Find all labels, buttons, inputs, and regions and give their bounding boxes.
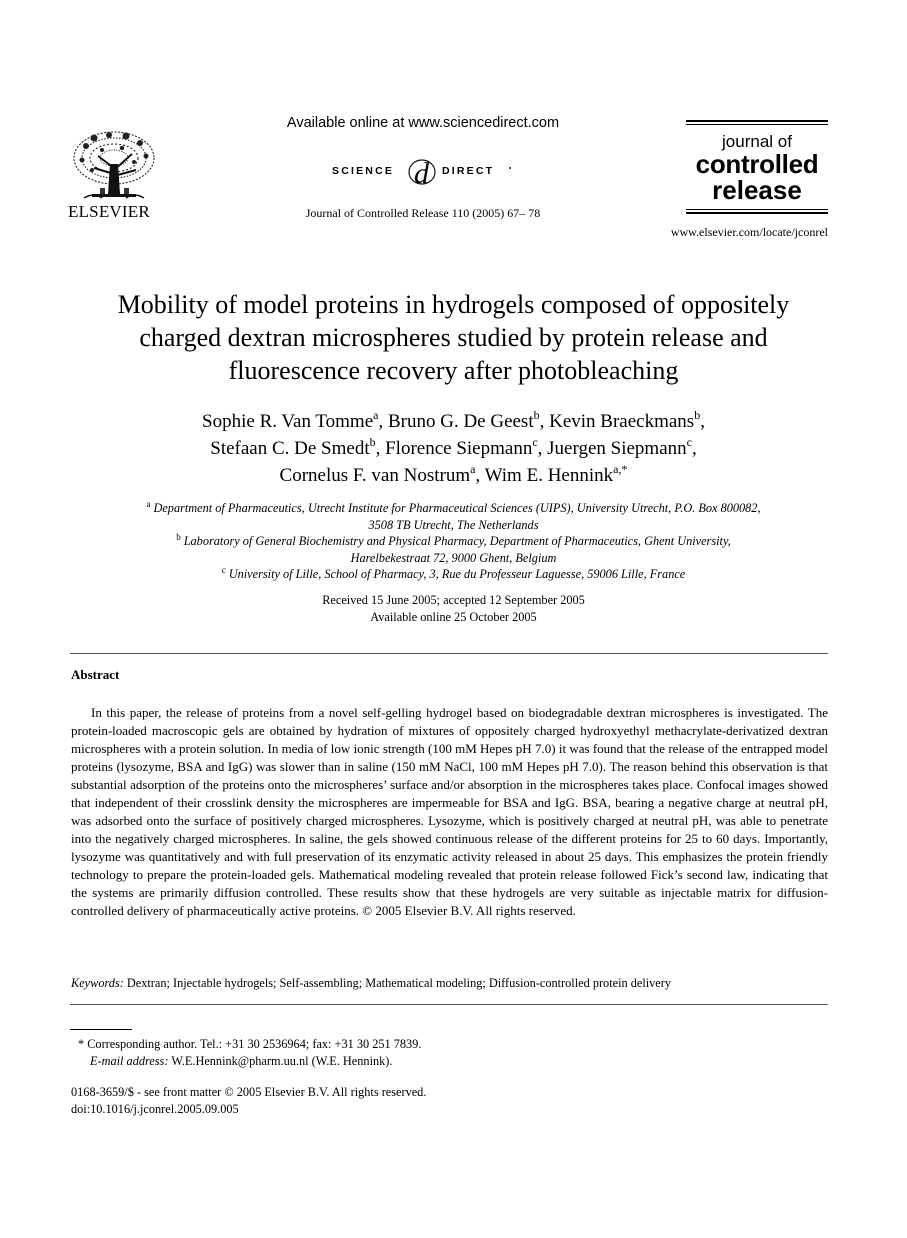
author-name[interactable]: Stefaan C. De Smedt	[210, 438, 370, 459]
affiliation	[60, 500, 847, 517]
author-line	[60, 462, 847, 489]
sciencedirect-logo	[330, 150, 515, 192]
author-separator: ,	[375, 438, 386, 459]
author-name[interactable]: Bruno G. De Geest	[387, 411, 534, 432]
author-separator: ,	[537, 438, 548, 459]
author-list	[60, 408, 847, 489]
title-line: charged dextran microspheres studied by protein release and	[139, 323, 768, 352]
affiliation: Harelbekestraat 72, 9000 Ghent, Belgium	[350, 550, 557, 565]
affiliation	[60, 533, 847, 550]
author-separator: ,	[475, 465, 485, 486]
affiliation-text: Department of Pharmaceutics, Utrecht Institute for Pharmaceutical Sciences (UIPS), University Utrecht, P.O. Box 800082,	[153, 501, 761, 515]
author-name[interactable]: Sophie R. Van Tomme	[202, 411, 374, 432]
affiliation-mark: a	[146, 499, 151, 509]
abstract-heading: Abstract	[71, 667, 120, 682]
author-line	[60, 435, 847, 462]
author-name[interactable]: Cornelus F. van Nostrum	[279, 465, 471, 486]
author-separator: ,	[700, 411, 705, 432]
affiliation	[60, 566, 847, 583]
author-name[interactable]: Kevin Braeckmans	[549, 411, 695, 432]
author-separator: ,	[691, 438, 697, 459]
abstract-text: In this paper, the release of proteins from a novel self-gelling hydrogel based on biodegradable dextran microspheres is investigated. The protein-loaded macroscopic gels are obtained by hydration of mixtures of oppositely charged hydroxyethyl methacrylate-derivatized dextran microspheres with a protein solution. In media of low ionic strength (100 mM Hepes pH 7.0) it was found that the release of the entrapped model proteins (lysozyme, BSA and IgG) was slower than in saline (150 mM NaCl, 100 mM Hepes pH 7.0). The reason behind this observation is that substantial adsorption of the proteins onto the microspheres’ surface and/or absorption in the microspheres takes place. Confocal images showed that independent of their crosslink density the microspheres are impermeable for BSA and IgG. BSA, bearing a negative charge at neutral pH, was adsorbed onto the surface of positively charged microspheres. Lysozyme, which is positively charged at neutral pH, was able to penetrate into the negatively charged microspheres. In saline, the gels showed continuous release of the different proteins for 25 to 60 days. Importantly, lysozyme was quantitatively and with full preservation of its enzymatic activity released in about 25 days. This emphasizes the protein friendly technology to prepare the protein-loaded gels. Mathematical modeling revealed that protein release followed Fick’s second law, indicating that the systems are primarily diffusion controlled. These results show that these hydrogels are very suitable as injectable matrix for diffusion-controlled delivery of pharmaceutically active proteins. © 2005 Elsevier B.V. All rights reserved.	[71, 705, 828, 918]
author-affiliation-mark[interactable]: a,*	[613, 462, 628, 476]
divider-top	[70, 653, 828, 654]
journal-name-line2: controlled	[695, 149, 819, 179]
available-online-text: Available online at www.sciencedirect.com	[286, 115, 560, 131]
affiliation-mark: b	[176, 532, 181, 542]
author-separator: ,	[539, 411, 550, 432]
sd-right: DIRECT	[442, 165, 495, 177]
author-line	[60, 408, 847, 435]
journal-rule-top-thin	[686, 124, 828, 125]
available-date: Available online 25 October 2005	[370, 609, 537, 624]
journal-brand	[686, 120, 828, 216]
author-name[interactable]: Florence Siepmann	[385, 438, 533, 459]
divider-bottom	[70, 1004, 828, 1005]
author-affiliation-mark[interactable]: c	[532, 435, 538, 449]
footnote	[78, 1036, 421, 1070]
footnote-rule	[70, 1029, 132, 1030]
journal-name-line3: release	[712, 175, 802, 205]
journal-rule-bottom	[686, 212, 828, 214]
affiliation-mark: c	[221, 565, 226, 575]
corresponding-author-note: * Corresponding author. Tel.: +31 30 2536964; fax: +31 30 251 7839.	[78, 1037, 422, 1051]
author-affiliation-mark[interactable]: b	[694, 408, 701, 422]
issn-line: 0168-3659/$ - see front matter © 2005 Elsevier B.V. All rights reserved.	[71, 1085, 427, 1099]
author-affiliation-mark[interactable]: a	[470, 462, 476, 476]
journal-citation: Journal of Controlled Release 110 (2005) 67– 78	[305, 206, 541, 220]
journal-rule-top	[686, 120, 828, 122]
keywords-list: Dextran; Injectable hydrogels; Self-assembling; Mathematical modeling; Diffusion-controlled protein delivery	[126, 976, 672, 990]
author-separator: ,	[378, 411, 388, 432]
journal-rule-bottom-thin	[686, 209, 828, 210]
journal-name	[686, 133, 828, 203]
email-link[interactable]: W.E.Hennink@pharm.uu.nl (W.E. Hennink).	[171, 1054, 393, 1068]
affiliation-text: University of Lille, School of Pharmacy, 3, Rue du Professeur Laguesse, 59006 Lille, France	[228, 567, 686, 581]
email-line	[78, 1053, 421, 1070]
copyright-block	[71, 1084, 426, 1117]
journal-name-line1: journal of	[722, 132, 792, 151]
affiliation-text: Laboratory of General Biochemistry and Physical Pharmacy, Department of Pharmaceutics, Ghent University,	[183, 534, 731, 548]
title-line: Mobility of model proteins in hydrogels composed of oppositely	[117, 290, 790, 319]
author-name[interactable]: Wim E. Hennink	[484, 465, 614, 486]
author-affiliation-mark[interactable]: b	[533, 408, 540, 422]
article-dates	[60, 592, 847, 625]
doi-link[interactable]: doi:10.1016/j.jconrel.2005.09.005	[71, 1101, 239, 1116]
keywords	[71, 976, 828, 991]
sd-mark: d	[414, 157, 429, 190]
affiliation-list	[60, 500, 847, 583]
title-line: fluorescence recovery after photobleaching	[228, 356, 679, 385]
article-title	[40, 288, 867, 387]
sd-left: SCIENCE	[332, 165, 395, 177]
author-name[interactable]: Juergen Siepmann	[547, 438, 687, 459]
keywords-label: Keywords:	[71, 976, 124, 990]
journal-url-link[interactable]: www.elsevier.com/locate/jconrel	[670, 225, 828, 239]
author-affiliation-mark[interactable]: c	[686, 435, 692, 449]
author-affiliation-mark[interactable]: a	[373, 408, 379, 422]
author-affiliation-mark[interactable]: b	[369, 435, 376, 449]
received-date: Received 15 June 2005; accepted 12 September 2005	[322, 593, 585, 607]
publisher-name: ELSEVIER	[68, 202, 150, 221]
affiliation: 3508 TB Utrecht, The Netherlands	[368, 517, 539, 532]
email-label: E-mail address:	[90, 1054, 169, 1068]
